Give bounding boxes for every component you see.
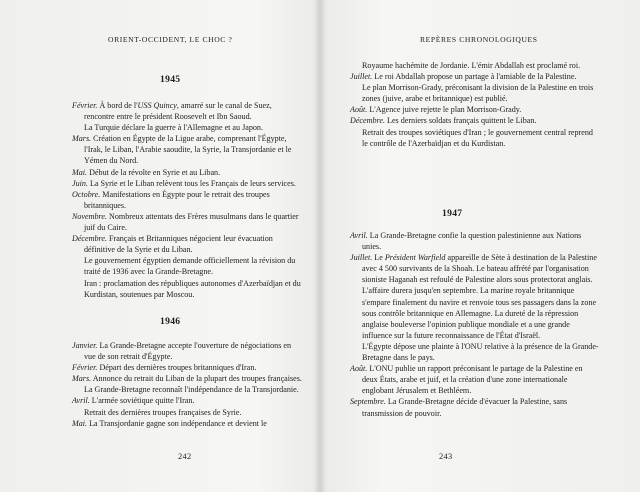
entry-1945-decembre-cont-2: Iran : proclamation des républiques autonomes d'Azerbaïdjan et du Kurdistan, soutenues par Moscou. <box>84 278 301 299</box>
page-number-right: 243 <box>439 452 453 461</box>
entry-1945-juin: Juin. La Syrie et le Liban relèvent tous les Français de leurs services. <box>72 178 296 188</box>
entries-1946-right <box>350 60 600 149</box>
entries-1947 <box>350 230 600 419</box>
entry-1945-mars: Mars. Création en Égypte de la Ligue arabe, comprenant l'Égypte, l'Irak, le Liban, l'Arabie saoudite, la Syrie, la Transjordanie et le Yémen du Nord. <box>72 134 292 166</box>
entry-1946-decembre-cont: Retrait des troupes soviétiques d'Iran ; le gouvernement central reprend le contrôle de l'Azerbaïdjan et du Kurdistan. <box>362 127 593 148</box>
entry-1945-decembre-cont-1: Le gouvernement égyptien demande officiellement la révision du traité de 1936 avec la Grande-Bretagne. <box>84 256 296 277</box>
entry-1946-decembre: Décembre. Les derniers soldats français quittent le Liban. <box>350 116 537 126</box>
entry-1947-septembre: Septembre. La Grande-Bretagne décide d'évacuer la Palestine, sans transmission de pouvoir. <box>350 397 568 418</box>
entry-1946-aout: Août. L'Agence juive rejette le plan Morrison-Grady. <box>350 105 522 115</box>
entry-1947-aout: Août. L'ONU publie un rapport préconisant le partage de la Palestine en deux États, arabe et juif, et la création d'une zone internationale englobant Jérusalem et Bethléem. <box>350 364 583 396</box>
entry-1946-janvier: Janvier. La Grande-Bretagne accepte l'ouverture de négociations en vue de son retrait d'Égypte. <box>72 341 292 362</box>
page-number-left: 242 <box>178 452 192 461</box>
entry-1947-juillet: Juillet. Le Président Warfield appareille de Sète à destination de la Palestine avec 4 500 survivants de la Shoah. Le bateau affrété par l'organisation sioniste Haganah est refoulé de Palestine alors sous protectorat anglais. L'affaire durera jusqu'en septembre. La marine royale britannique s'empare finalement du navire et renvoie tous ses passagers dans la zone sous contrôle britannique en Allemagne. La dureté de la répression anglaise bouleverse l'opinion publique mondiale et a une grande influence sur la future reconnaissance de l'État d'Israël. <box>350 253 597 340</box>
running-head-left: ORIENT-OCCIDENT, LE CHOC ? <box>108 35 233 44</box>
entry-1946-avril: Avril. L'armée soviétique quitte l'Iran. <box>72 396 195 406</box>
left-page <box>0 0 318 492</box>
entry-1945-decembre: Décembre. Français et Britanniques négocient leur évacuation définitive de la Syrie et du Liban. <box>72 234 273 255</box>
entry-1947-juillet-cont: L'Égypte dépose une plainte à l'ONU relative à la présence de la Grande-Bretagne dans le pays. <box>362 341 599 363</box>
entry-1947-avril: Avril. La Grande-Bretagne confie la question palestinienne aux Nations unies. <box>350 231 582 252</box>
entry-1946-fevrier: Février. Départ des dernières troupes britanniques d'Iran. <box>72 363 257 373</box>
entry-1946-avril-cont: Retrait des dernières troupes françaises de Syrie. <box>84 407 242 417</box>
entry-1945-octobre: Octobre. Manifestations en Égypte pour le retrait des troupes britanniques. <box>72 189 270 210</box>
entry-1945-mai: Mai. Début de la révolte en Syrie et au Liban. <box>72 167 221 177</box>
running-head-right: REPÈRES CHRONOLOGIQUES <box>420 35 538 44</box>
year-heading-1947: 1947 <box>442 208 463 219</box>
entry-1945-fevrier-cont: La Turquie déclare la guerre à l'Allemagne et au Japon. <box>84 123 264 133</box>
year-heading-1946: 1946 <box>160 316 181 327</box>
entries-1945 <box>72 100 302 300</box>
entry-1945-fevrier: Février. À bord de l'USS Quincy, amarré sur le canal de Suez, rencontre entre le président Roosevelt et Ibn Saoud. <box>72 101 272 122</box>
entry-1946-mai: Mai. La Transjordanie gagne son indépendance et devient le <box>72 418 267 428</box>
entry-1946-mai-continuation: Royaume hachémite de Jordanie. L'émir Abdallah est proclamé roi. <box>362 61 581 70</box>
entry-1945-novembre: Novembre. Nombreux attentats des Frères musulmans dans le quartier juif du Caire. <box>72 211 299 233</box>
entry-1946-juillet: Juillet. Le roi Abdallah propose un partage à l'amiable de la Palestine. <box>350 72 577 82</box>
year-heading-1945: 1945 <box>160 74 181 85</box>
entry-1946-mars: Mars. Annonce du retrait du Liban de la plupart des troupes françaises. La Grande-Bretagne reconnaît l'indépendance de la Transjordanie. <box>72 374 302 395</box>
right-page <box>322 0 640 492</box>
entry-1946-juillet-cont: Le plan Morrison-Grady, préconisant la division de la Palestine en trois zones (juive, arabe et britannique) est publié. <box>362 83 594 104</box>
entries-1946-left <box>72 340 302 429</box>
